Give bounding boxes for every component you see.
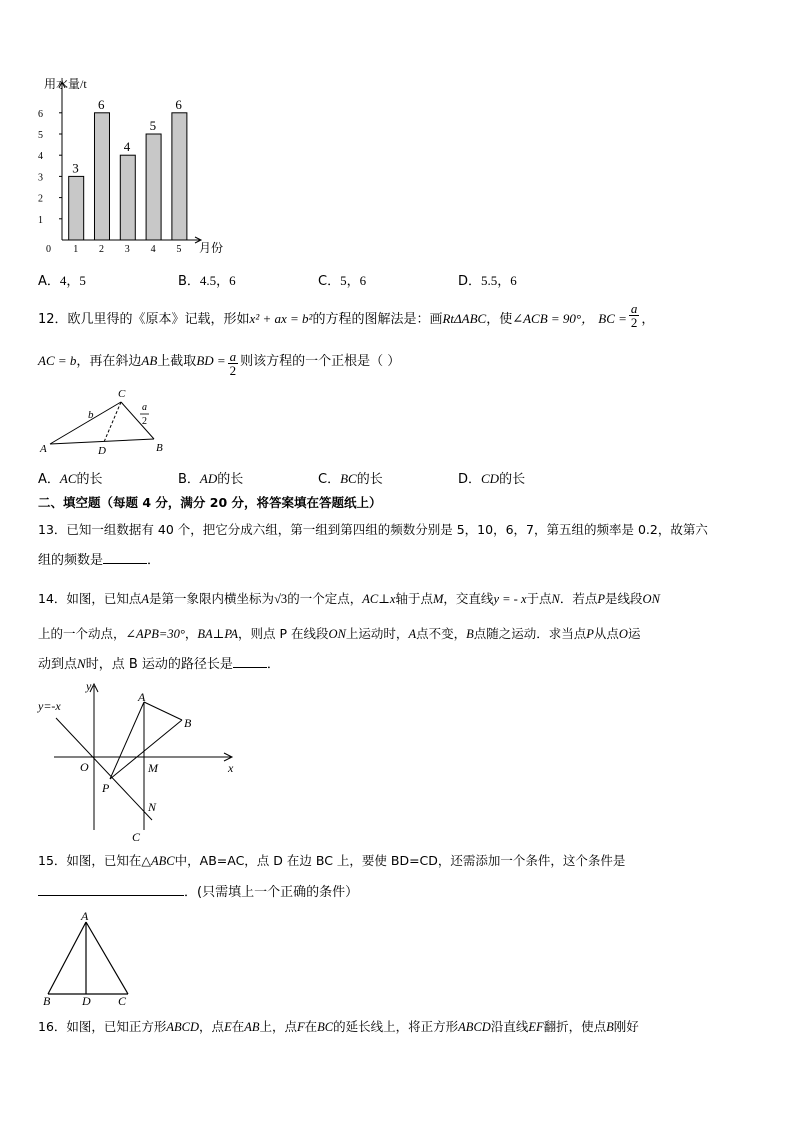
bar-data-label: 6 [175,96,182,112]
q14-label-o: O [80,760,89,774]
q11-option-a: A．4，5 [38,273,86,289]
bar [146,134,161,240]
q14-label-y: y [86,679,92,693]
bar [172,113,187,240]
q14-label-yeq: y=-x [38,699,61,713]
y-tick-label: 5 [38,130,43,141]
bar-data-label: 4 [123,139,131,155]
bar [94,113,109,240]
q12-line-1: 12．欧几里得的《原本》记载，形如x² + ax = b²的方程的图解法是：画RtΔABC，使∠ACB = 90°， BC = $\frac{a}{2}$ ， [38,301,655,330]
q11-option-d: D．5.5，6 [458,273,517,289]
q15-label-d: D [82,994,91,1008]
q14-label-c: C [132,830,141,844]
q12-label-a-point: A [40,443,47,455]
q15-label-b: B [43,994,51,1008]
section-2-heading: 二、填空题（每题 4 分，满分 20 分，将答案填在答题纸上） [38,495,382,510]
q15-label-c: C [118,994,127,1008]
x-tick-label: 2 [98,244,104,255]
q14-coordinate-figure [34,680,254,845]
q12-option-d: D．CD的长 [458,471,526,487]
y-tick-label: 2 [38,193,43,205]
q12-label-two: 2 [142,416,147,427]
q14-answer-blank[interactable] [233,667,267,668]
q12-label-b-point: B [156,442,163,454]
bar-data-label: 3 [72,160,79,176]
q12-line-2: AC = b，再在斜边AB上截取BD = $\frac{a}{2}$ 则该方程的一个正根是（ ） [38,349,401,378]
q12-right-triangle-figure [36,386,196,456]
q13-answer-blank[interactable] [103,563,147,564]
y-tick-label: 4 [38,151,43,163]
q14-line-3: 动到点N时，点 B 运动的路径长是 ． [38,656,280,672]
q12-option-a: A．AC的长 [38,471,103,487]
q14-label-m: M [148,761,158,775]
q14-label-n: N [148,800,157,814]
q14-label-a: A [138,690,146,704]
q13-line-1: 13．已知一组数据有 40 个，把它分成六组，第一组到第四组的频数分别是 5，10，6，7，第五组的频率是 0.2，故第六 [38,522,708,537]
q14-label-p: P [102,781,110,795]
q14-line-1: 14．如图，已知点A是第一象限内横坐标为√3的一个定点，AC⊥x轴于点M，交直线y = - x于点N．若点P是线段ON [38,591,660,606]
q12-label-c-point: C [118,388,126,400]
q15-label-a: A [81,909,89,923]
bar [120,155,135,240]
x-tick-label: 1 [73,244,79,255]
x-tick-label: 5 [176,244,182,255]
x-tick-label: 4 [150,244,156,255]
q15-line-2: ．(只需填上一个正确的条件） [38,884,358,902]
q11-option-b: B．4.5，6 [178,273,236,289]
bar-data-label: 6 [97,96,105,112]
bar-data-label: 5 [149,118,157,133]
q12-label-b-side: b [88,409,94,421]
x-axis-label: 月份 [199,241,224,255]
q13-line-2: 组的频数是 ． [38,553,161,568]
q16-line-1: 16．如图，已知正方形ABCD，点E在AB上，点F在BC的延长线上，将正方形ABCD沿直线EF翻折，使点B刚好 [38,1019,639,1034]
q15-line-1: 15．如图，已知在△ABC中，AB=AC，点 D 在边 BC 上，要使 BD=CD，还需添加一个条件，这个条件是 [38,853,626,868]
q12-label-a-side: a [142,402,147,413]
q15-isosceles-triangle-figure [36,908,146,1008]
y-tick-label: 3 [38,172,43,184]
y-tick-label: 1 [38,214,43,226]
q12-option-b: B．AD的长 [178,471,244,487]
q12-label-d-point: D [98,445,106,457]
y-axis-label: 用水量/t [44,76,87,91]
origin-label: 0 [46,244,51,255]
q12-option-c: C．BC的长 [318,471,383,487]
q14-label-x: x [228,761,234,775]
y-tick-label: 6 [38,108,43,120]
bar [69,176,84,240]
q11-option-c: C．5，6 [318,273,367,289]
q14-line-2: 上的一个动点，∠APB=30°，BA⊥PA，则点 P 在线段ON上运动时，A点不变，B点随之运动．求当点P从点O运 [38,626,641,641]
q15-answer-blank[interactable] [38,895,184,896]
q14-label-b: B [184,716,192,730]
x-tick-label: 3 [124,244,130,255]
